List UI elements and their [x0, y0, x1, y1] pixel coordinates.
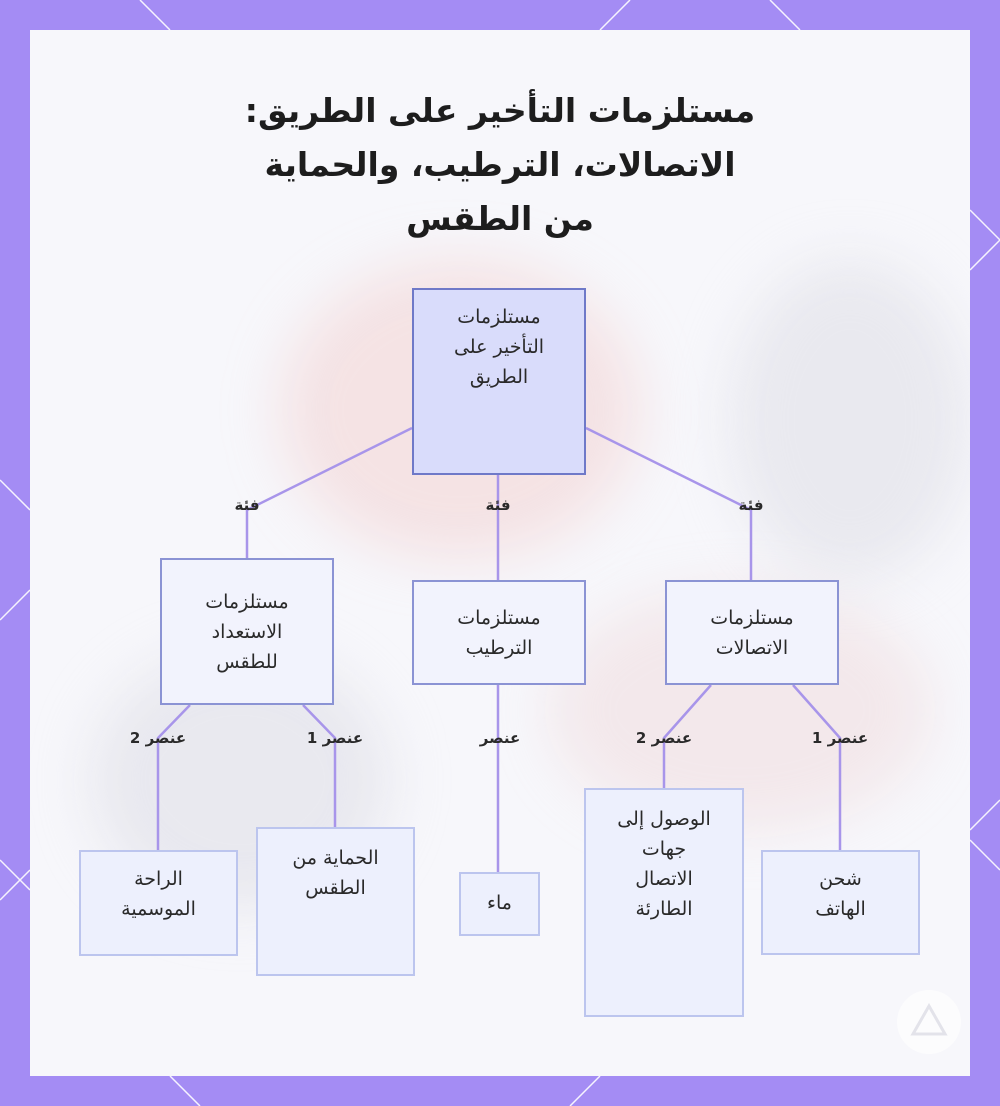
- node-label: مستلزمات الاتصالات: [710, 606, 794, 659]
- edge-comm-phone: [793, 685, 840, 850]
- edge-label-category: فئة: [485, 496, 511, 514]
- node-label: ماء: [487, 892, 512, 914]
- node-phone-charging[interactable]: [761, 850, 920, 955]
- edge-weather-protection: [303, 705, 335, 827]
- node-label: مستلزمات الترطيب: [457, 606, 541, 659]
- node-seasonal-comfort[interactable]: [79, 850, 238, 956]
- node-weather-protection[interactable]: [256, 827, 415, 976]
- node-weather-prep-supplies[interactable]: [160, 558, 334, 705]
- node-root-road-delay-supplies[interactable]: [412, 288, 586, 475]
- title-line-1: مستلزمات التأخير على الطريق:: [244, 91, 756, 130]
- title-line-2: الاتصالات، الترطيب، والحماية: [264, 145, 736, 184]
- node-label: مستلزمات الاستعداد للطقس: [205, 590, 289, 673]
- edge-label-item-2: عنصر 2: [129, 729, 187, 747]
- node-label: الوصول إلى جهات الاتصال الطارئة: [617, 808, 711, 920]
- edge-root-weather: [247, 428, 412, 558]
- node-hydration-supplies[interactable]: [412, 580, 586, 685]
- node-label: الراحة الموسمية: [121, 868, 196, 920]
- node-emergency-contact-access[interactable]: [584, 788, 744, 1017]
- edge-label-item-1: عنصر 1: [306, 729, 364, 747]
- edge-root-communications: [586, 428, 751, 580]
- node-communication-supplies[interactable]: [665, 580, 839, 685]
- edge-label-item: عنصر: [479, 729, 521, 747]
- node-label: مستلزمات التأخير على الطريق: [453, 306, 545, 388]
- node-water[interactable]: [459, 872, 540, 936]
- title-line-3: من الطقس: [406, 199, 594, 238]
- edge-weather-seasonal: [158, 705, 190, 850]
- edge-label-category: فئة: [234, 496, 260, 514]
- node-label: شحن الهاتف: [815, 868, 866, 920]
- edge-label-item-1: عنصر 1: [811, 729, 869, 747]
- node-label: الحماية من الطقس: [292, 847, 379, 899]
- warning-triangle-icon: [897, 990, 961, 1054]
- edge-label-item-2: عنصر 2: [635, 729, 693, 747]
- watermark-badge: [897, 990, 961, 1054]
- edge-label-category: فئة: [738, 496, 764, 514]
